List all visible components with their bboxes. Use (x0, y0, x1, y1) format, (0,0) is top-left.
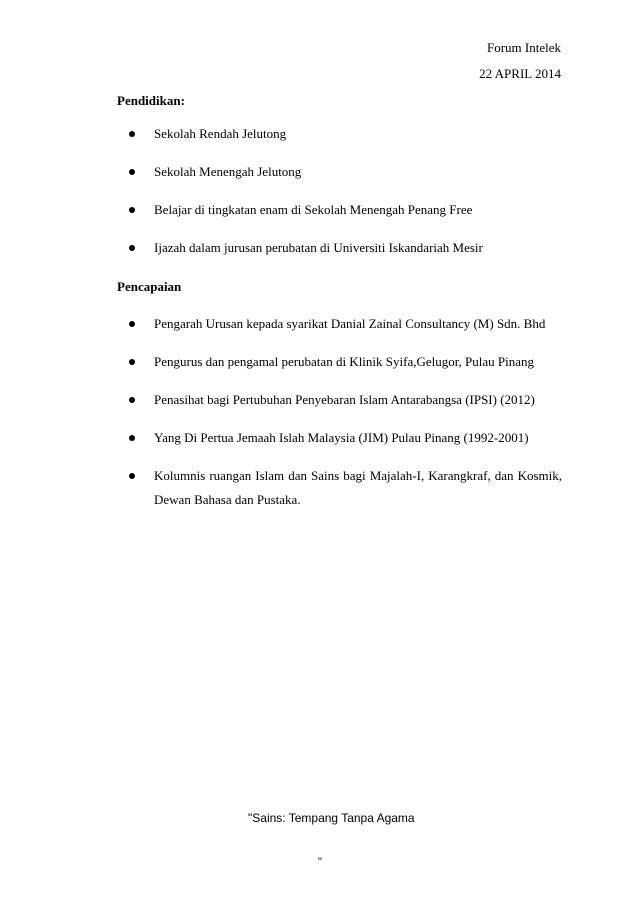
header-organization: Forum Intelek (486, 40, 561, 55)
footer-mark: " (318, 856, 322, 868)
achievement-item-text: Pengurus dan pengamal perubatan di Klinik Syifa,Gelugor, Pulau Pinang (154, 354, 535, 369)
bullet-icon (129, 169, 135, 175)
list-item (120, 202, 570, 218)
footer-quote: "Sains: Tempang Tanpa Agama (248, 811, 415, 825)
list-item (120, 164, 570, 180)
education-item-text: Sekolah Rendah Jelutong (154, 126, 287, 141)
achievements-heading: Pencapaian (117, 279, 182, 294)
list-item (120, 240, 570, 256)
list-item (120, 316, 570, 332)
header-date: 22 APRIL 2014 (479, 66, 561, 81)
bullet-icon (129, 435, 135, 441)
education-heading: Pendidikan: (117, 93, 185, 108)
bullet-icon (129, 397, 135, 403)
education-list (120, 126, 570, 278)
achievement-item-text: Pengarah Urusan kepada syarikat Danial Zainal Consultancy (M) Sdn. Bhd (154, 316, 546, 331)
bullet-icon (129, 359, 135, 365)
achievement-item-text: Penasihat bagi Pertubuhan Penyebaran Islam Antarabangsa (IPSI) (2012) (154, 392, 535, 407)
education-item-text: Ijazah dalam jurusan perubatan di Universiti Iskandariah Mesir (154, 240, 483, 255)
bullet-icon (129, 473, 135, 479)
bullet-icon (129, 245, 135, 251)
list-item (120, 464, 570, 512)
list-item (120, 430, 570, 446)
list-item (120, 354, 570, 370)
bullet-icon (129, 321, 135, 327)
achievement-item-text: Kolumnis ruangan Islam dan Sains bagi Majalah-I, Karangkraf, dan Kosmik, Dewan Bahasa dan Pustaka. (154, 468, 562, 507)
education-item-text: Sekolah Menengah Jelutong (154, 164, 302, 179)
achievements-list (120, 316, 570, 534)
bullet-icon (129, 131, 135, 137)
achievement-item-text: Yang Di Pertua Jemaah Islah Malaysia (JIM) Pulau Pinang (1992-2001) (154, 430, 529, 445)
bullet-icon (129, 207, 135, 213)
education-item-text: Belajar di tingkatan enam di Sekolah Menengah Penang Free (154, 202, 473, 217)
list-item (120, 392, 570, 408)
list-item (120, 126, 570, 142)
